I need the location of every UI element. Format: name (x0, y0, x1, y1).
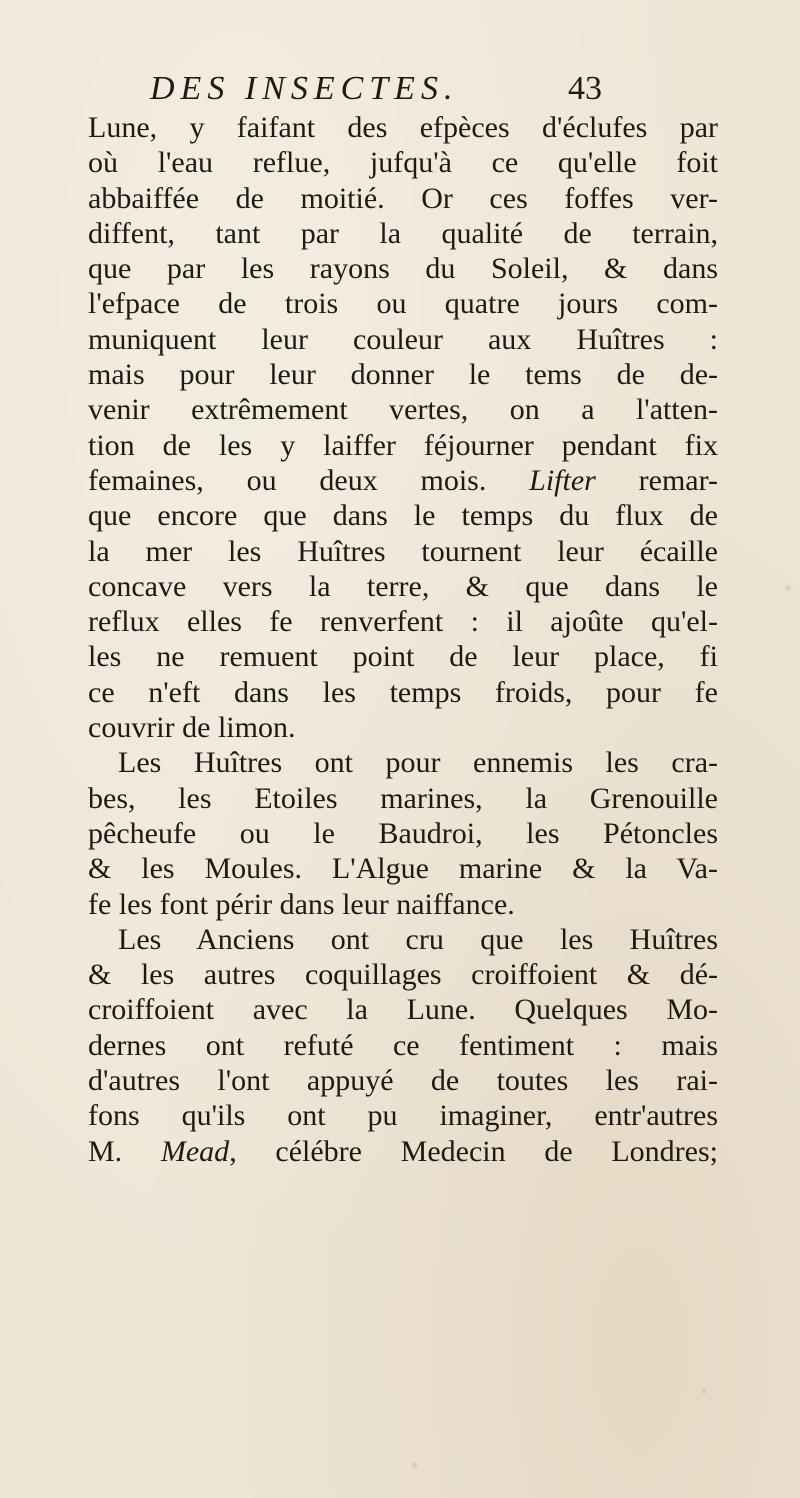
text-segment: , célébre Medecin de Londres; (229, 1134, 718, 1168)
text-line: concave vers la terre, & que dans le (88, 569, 718, 603)
text-line: abbaiffée de moitié. Or ces foffes ver- (88, 181, 718, 215)
text-line: fe les font périr dans leur naiffance. (88, 887, 515, 921)
text-line: venir extrêmement vertes, on a l'atten- (88, 393, 718, 427)
text-line (88, 1134, 718, 1169)
text-line: bes, les Etoiles marines, la Grenouille (88, 781, 718, 815)
text-segment: remar- (595, 463, 718, 497)
text-segment: femaines, ou deux mois. (88, 463, 530, 497)
text-line: que par les rayons du Soleil, & dans (88, 252, 718, 286)
paper-spot (412, 1462, 417, 1469)
paper-spot (785, 585, 791, 591)
text-line: où l'eau reflue, jufqu'à ce qu'elle foit (88, 146, 718, 180)
text-line: que encore que dans le temps du flux de (88, 499, 718, 533)
text-line: couvrir de limon. (88, 711, 296, 745)
text-line: & les autres coquillages croiffoient & dé- (88, 958, 718, 992)
text-line: Les Huîtres ont pour ennemis les cra- (118, 746, 718, 780)
author-name-lister: Lifter (529, 463, 596, 497)
body-text (88, 110, 718, 1169)
paper-spot (702, 1388, 706, 1394)
text-line (88, 463, 718, 498)
author-name-mead: Mead (160, 1134, 230, 1168)
text-line: l'efpace de trois ou quatre jours com- (88, 287, 718, 321)
text-line: les ne remuent point de leur place, fi (88, 640, 718, 674)
text-line: Les Anciens ont cru que les Huîtres (118, 922, 718, 956)
text-line: ce n'eft dans les temps froids, pour fe (88, 675, 718, 709)
page-number: 43 (568, 70, 602, 107)
text-line: diffent, tant par la qualité de terrain, (88, 216, 718, 250)
text-line: d'autres l'ont appuyé de toutes les rai- (88, 1064, 718, 1098)
text-line: & les Moules. L'Algue marine & la Va- (88, 852, 718, 886)
text-segment: M. (88, 1134, 161, 1168)
text-line: pêcheufe ou le Baudroi, les Pétoncles (88, 816, 718, 850)
running-head-title: DES INSECTES. (150, 70, 459, 107)
text-line: dernes ont refuté ce fentiment : mais (88, 1028, 718, 1062)
text-line: mais pour leur donner le tems de de- (88, 358, 718, 392)
text-line: reflux elles fe renverfent : il ajoûte qu'el- (88, 605, 718, 639)
text-line: muniquent leur couleur aux Huîtres : (88, 322, 718, 356)
text-line: fons qu'ils ont pu imaginer, entr'autres (88, 1099, 718, 1133)
text-line: la mer les Huîtres tournent leur écaille (88, 534, 718, 568)
text-line: croiffoient avec la Lune. Quelques Mo- (88, 993, 718, 1027)
text-line: tion de les y laiffer féjourner pendant fix (88, 428, 718, 462)
text-line: Lune, y faifant des efpèces d'éclufes par (88, 111, 718, 144)
running-head (150, 70, 710, 110)
